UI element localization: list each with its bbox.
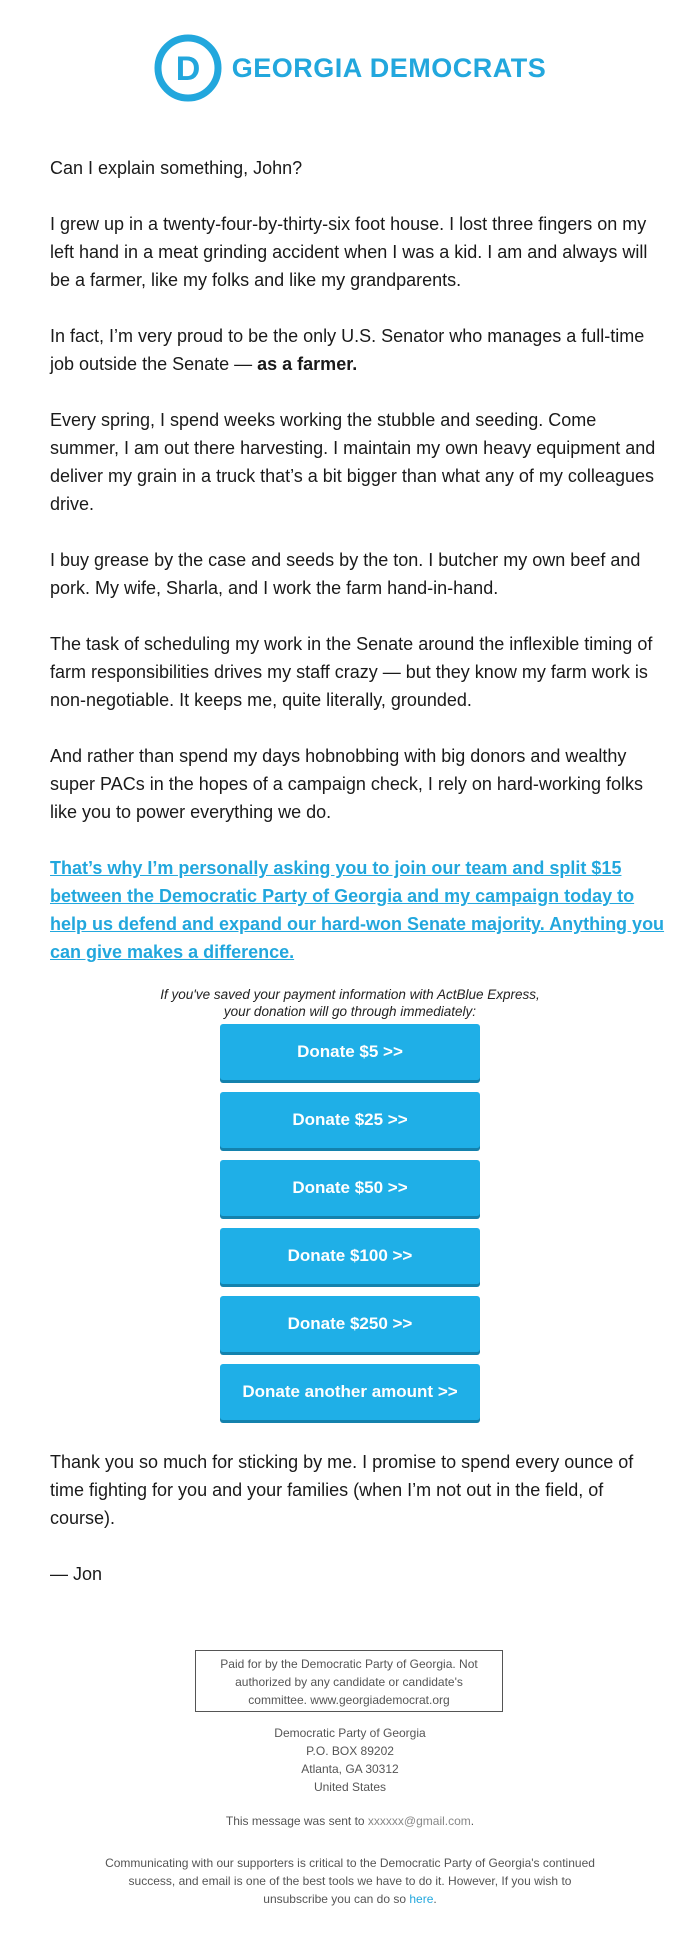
donate-50-button[interactable]: Donate $50 >> xyxy=(220,1160,480,1216)
donate-25-button[interactable]: Donate $25 >> xyxy=(220,1092,480,1148)
cta-donate-link[interactable]: That’s why I’m personally asking you to join our team and split $15 between the Democratic Party of Georgia and my campaign today to help us defend and expand our hard-won Senate majority. Anything you can give makes a difference. xyxy=(50,858,665,962)
paragraph-grease: I buy grease by the case and seeds by the ton. I butcher my own beef and pork. My wife, Sharla, and I work the farm hand-in-hand. xyxy=(50,550,641,598)
closing-paragraph: Thank you so much for sticking by me. I promise to spend every ounce of time fighting for you and your families (when I’m not out in the field, of course). xyxy=(50,1452,634,1528)
paid-for-disclaimer: Paid for by the Democratic Party of Georgia. Not authorized by any candidate or candidate's committee. www.georgiademocrat.org xyxy=(195,1650,503,1712)
unsubscribe-notice xyxy=(100,1854,600,1908)
logo-letter: D xyxy=(175,50,201,88)
donate-100-button[interactable]: Donate $100 >> xyxy=(220,1228,480,1284)
sent-to-notice xyxy=(0,1812,700,1830)
donate-250-button[interactable]: Donate $250 >> xyxy=(220,1296,480,1352)
paragraph-donors: And rather than spend my days hobnobbing with big donors and wealthy super PACs in the hopes of a campaign check, I rely on hard-working folks like you to power everything we do. xyxy=(50,746,643,822)
signoff: — Jon xyxy=(50,1564,103,1584)
note-line-1: If you've saved your payment information with ActBlue Express, xyxy=(160,987,540,1002)
sent-prefix: This message was sent to xyxy=(225,1814,368,1828)
address-org: Democratic Party of Georgia xyxy=(274,1726,426,1740)
address-po-box: P.O. BOX 89202 xyxy=(306,1744,394,1758)
donate-button-group xyxy=(220,1024,480,1432)
mailing-address xyxy=(0,1724,700,1796)
sent-suffix: . xyxy=(470,1814,475,1828)
paragraph-childhood: I grew up in a twenty-four-by-thirty-six foot house. I lost three fingers on my left hand in a meat grinding accident when I was a kid. I am and always will be a farmer, like my folks and like my grandparents. xyxy=(50,214,648,290)
paragraph-farmer-senator xyxy=(50,322,660,378)
address-country: United States xyxy=(313,1780,387,1794)
recipient-email: xxxxxx@gmail.com xyxy=(367,1814,471,1828)
cta-paragraph xyxy=(50,854,670,966)
note-line-2: your donation will go through immediately: xyxy=(223,1004,477,1019)
paragraph-farmer-senator-text: In fact, I’m very proud to be the only U.S. Senator who manages a full-time job outside the Senate — xyxy=(50,326,645,374)
unsubscribe-text: Communicating with our supporters is critical to the Democratic Party of Georgia's continued success, and email is one of the best tools we have to do it. However, If you wish to unsubscribe you can do so xyxy=(105,1856,595,1906)
greeting: Can I explain something, John? xyxy=(50,158,303,178)
democrats-d-logo-icon xyxy=(154,34,222,102)
address-city: Atlanta, GA 30312 xyxy=(301,1762,399,1776)
georgia-democrats-logo xyxy=(154,34,547,102)
unsubscribe-link[interactable]: here xyxy=(409,1892,434,1906)
unsubscribe-end: . xyxy=(433,1892,437,1906)
donate-5-button[interactable]: Donate $5 >> xyxy=(220,1024,480,1080)
logo-text: GEORGIA DEMOCRATS xyxy=(231,52,547,83)
actblue-express-note xyxy=(0,986,700,1020)
paragraph-scheduling: The task of scheduling my work in the Senate around the inflexible timing of farm responsibilities drives my staff crazy — but they know my farm work is non-negotiable. It keeps me, quite literally, grounded. xyxy=(50,634,653,710)
paragraph-farmer-senator-bold: as a farmer. xyxy=(257,354,358,374)
email-header xyxy=(0,0,700,140)
paragraph-seasons: Every spring, I spend weeks working the stubble and seeding. Come summer, I am out there harvesting. I maintain my own heavy equipment and deliver my grain in a truck that’s a bit bigger than what any of my colleagues drive. xyxy=(50,410,656,514)
donate-other-amount-button[interactable]: Donate another amount >> xyxy=(220,1364,480,1420)
